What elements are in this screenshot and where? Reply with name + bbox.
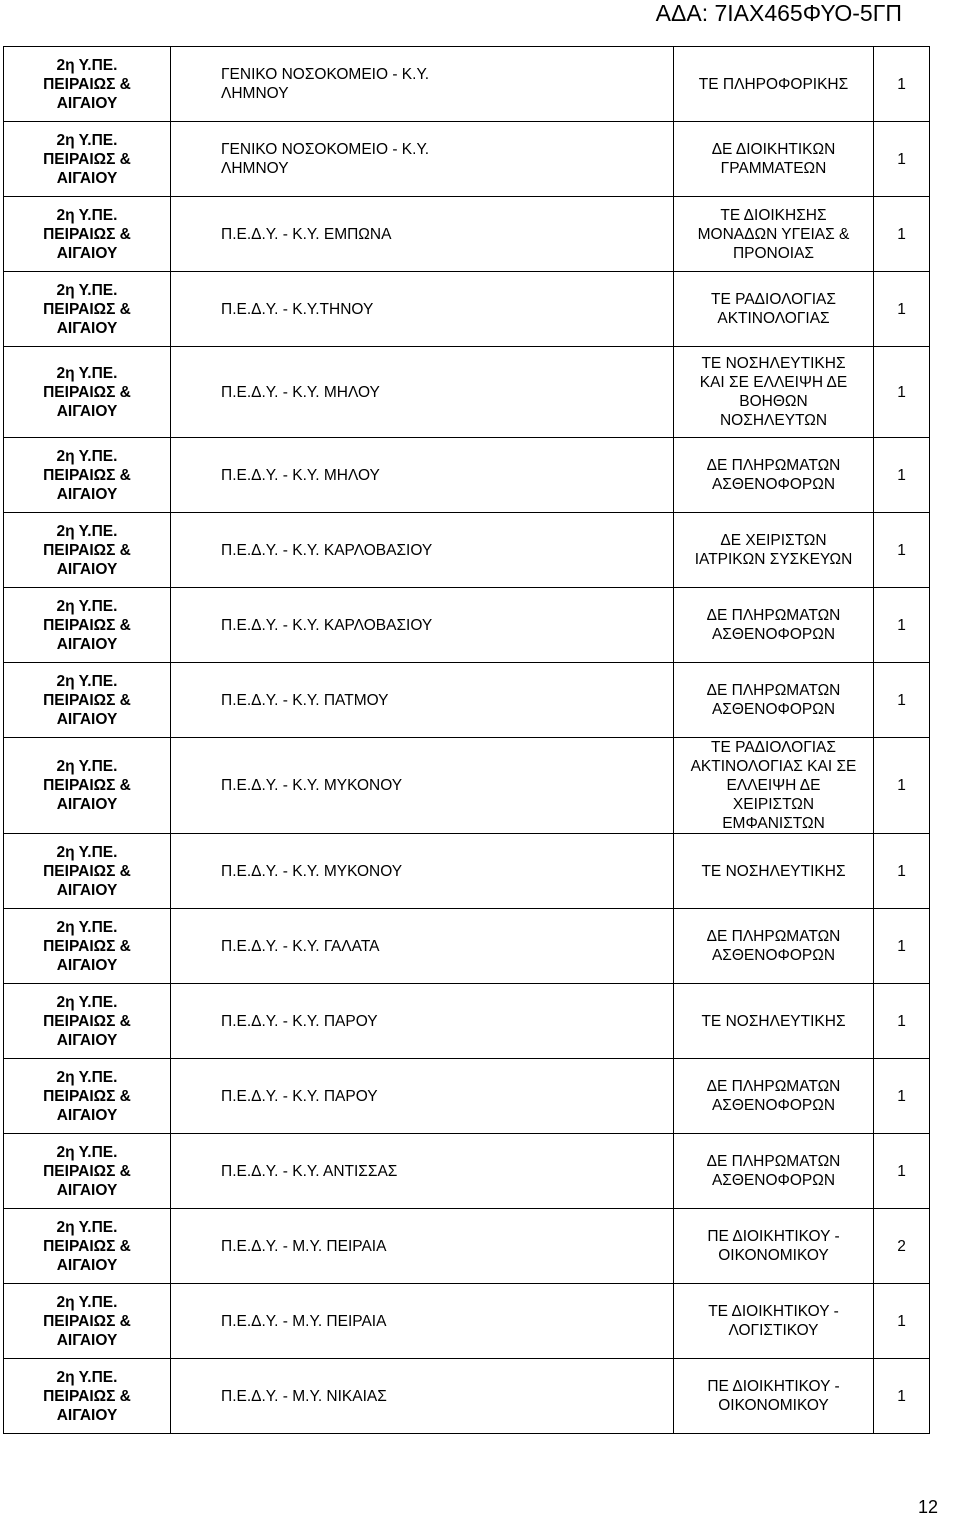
unit-cell-line: Π.Ε.Δ.Υ. - Κ.Υ. ΚΑΡΛΟΒΑΣΙΟΥ (221, 541, 433, 559)
unit-cell (171, 909, 674, 984)
table-row (4, 834, 930, 909)
specialty-cell-line: ΑΣΘΕΝΟΦΟΡΩΝ (711, 1172, 836, 1189)
specialty-cell (674, 438, 874, 513)
specialty-cell (674, 347, 874, 438)
unit-cell-line: Π.Ε.Δ.Υ. - Κ.Υ. ΕΜΠΩΝΑ (221, 225, 392, 243)
unit-cell-line: ΓΕΝΙΚΟ ΝΟΣΟΚΟΜΕΙΟ - Κ.Υ. (221, 66, 430, 83)
region-cell-line: 2η Υ.ΠΕ. (56, 56, 118, 74)
unit-cell-line: Π.Ε.Δ.Υ. - Κ.Υ. ΠΑΡΟΥ (221, 1087, 378, 1105)
region-cell (4, 909, 171, 984)
unit-cell (171, 1284, 674, 1359)
region-cell-line: ΑΙΓΑΙΟΥ (56, 319, 118, 337)
specialty-cell (674, 1359, 874, 1434)
specialty-cell (674, 122, 874, 197)
table-row (4, 1059, 930, 1134)
unit-cell (171, 197, 674, 272)
unit-cell-line: Π.Ε.Δ.Υ. - Κ.Υ. ΚΑΡΛΟΒΑΣΙΟΥ (221, 616, 433, 634)
region-cell (4, 1359, 171, 1434)
table-row (4, 513, 930, 588)
region-cell-line: ΠΕΙΡΑΙΩΣ & (43, 691, 131, 709)
specialty-cell-line: ΑΚΤΙΝΟΛΟΓΙΑΣ (717, 310, 830, 327)
unit-cell-line: Π.Ε.Δ.Υ. - Κ.Υ. ΜΗΛΟΥ (221, 383, 380, 401)
specialty-cell-line: ΙΑΤΡΙΚΩΝ ΣΥΣΚΕΥΩΝ (694, 551, 853, 568)
count-cell: 1 (874, 834, 930, 909)
specialty-cell-line: ΤΕ ΝΟΣΗΛΕΥΤΙΚΗΣ (701, 355, 846, 372)
count-cell: 1 (874, 663, 930, 738)
region-cell-line: ΑΙΓΑΙΟΥ (56, 402, 118, 420)
unit-cell-line: Π.Ε.Δ.Υ. - Κ.Υ. ΜΥΚΟΝΟΥ (221, 777, 403, 794)
region-cell (4, 738, 171, 834)
region-cell-line: ΠΕΙΡΑΙΩΣ & (43, 616, 131, 634)
region-cell (4, 1284, 171, 1359)
specialty-cell-line: ΤΕ ΔΙΟΙΚΗΣΗΣ (720, 206, 827, 224)
unit-cell-line: ΓΕΝΙΚΟ ΝΟΣΟΚΟΜΕΙΟ - Κ.Υ. (221, 141, 430, 158)
specialty-cell-line: ΝΟΣΗΛΕΥΤΩΝ (719, 412, 828, 429)
region-cell-line: 2η Υ.ΠΕ. (56, 1218, 118, 1236)
region-cell-line: ΑΙΓΑΙΟΥ (56, 956, 118, 974)
region-cell-line: ΠΕΙΡΑΙΩΣ & (43, 1312, 131, 1330)
specialty-cell-line: ΧΕΙΡΙΣΤΩΝ (732, 796, 815, 813)
specialty-cell (674, 909, 874, 984)
specialty-cell (674, 588, 874, 663)
region-cell-line: ΠΕΙΡΑΙΩΣ & (43, 466, 131, 484)
specialty-cell-line: ΠΡΟΝΟΙΑΣ (732, 244, 815, 262)
region-cell-line: ΑΙΓΑΙΟΥ (56, 881, 118, 899)
region-cell-line: 2η Υ.ΠΕ. (56, 597, 118, 615)
specialty-cell-line: ΔΕ ΠΛΗΡΩΜΑΤΩΝ (706, 928, 841, 945)
table-row (4, 1284, 930, 1359)
count-cell: 1 (874, 1059, 930, 1134)
unit-cell (171, 984, 674, 1059)
specialty-cell-line: ΔΕ ΠΛΗΡΩΜΑΤΩΝ (706, 607, 841, 624)
region-cell-line: ΠΕΙΡΑΙΩΣ & (43, 1387, 131, 1405)
region-cell (4, 272, 171, 347)
table-row (4, 122, 930, 197)
region-cell (4, 347, 171, 438)
region-cell-line: ΠΕΙΡΑΙΩΣ & (43, 541, 131, 559)
count-cell: 1 (874, 347, 930, 438)
unit-cell (171, 663, 674, 738)
unit-cell-line: Π.Ε.Δ.Υ. - Μ.Υ. ΠΕΙΡΑΙΑ (221, 1312, 387, 1330)
region-cell-line: ΑΙΓΑΙΟΥ (56, 560, 118, 578)
region-cell-line: ΑΙΓΑΙΟΥ (56, 635, 118, 653)
unit-cell-line: Π.Ε.Δ.Υ. - Κ.Υ. ΓΑΛΑΤΑ (221, 937, 380, 955)
unit-cell (171, 738, 674, 834)
region-cell (4, 122, 171, 197)
unit-cell (171, 47, 674, 122)
table-row (4, 347, 930, 438)
specialty-cell-line: ΔΕ ΧΕΙΡΙΣΤΩΝ (720, 532, 827, 549)
unit-cell (171, 1134, 674, 1209)
count-cell: 1 (874, 513, 930, 588)
unit-cell-line: Π.Ε.Δ.Υ. - Κ.Υ. ΠΑΤΜΟΥ (221, 691, 389, 709)
specialty-cell-line: ΑΣΘΕΝΟΦΟΡΩΝ (711, 947, 836, 964)
region-cell-line: ΑΙΓΑΙΟΥ (56, 1406, 118, 1424)
unit-cell (171, 513, 674, 588)
table-row (4, 197, 930, 272)
region-cell-line: ΠΕΙΡΑΙΩΣ & (43, 1012, 131, 1030)
ada-code: ΑΔΑ: 7ΙΑΧ465ΦΥΟ-5ΓΠ (655, 0, 902, 26)
specialty-cell (674, 1209, 874, 1284)
region-cell-line: ΑΙΓΑΙΟΥ (56, 169, 118, 187)
unit-cell (171, 272, 674, 347)
unit-cell-line: Π.Ε.Δ.Υ. - Κ.Υ. ΠΑΡΟΥ (221, 1012, 378, 1030)
count-cell: 1 (874, 272, 930, 347)
region-cell-line: ΑΙΓΑΙΟΥ (56, 94, 118, 112)
specialty-cell-line: ΠΕ ΔΙΟΙΚΗΤΙΚΟΥ - (707, 1378, 840, 1395)
region-cell-line: 2η Υ.ΠΕ. (56, 131, 118, 149)
count-cell: 1 (874, 1359, 930, 1434)
region-cell-line: 2η Υ.ΠΕ. (56, 918, 118, 936)
specialty-cell-line: ΤΕ ΝΟΣΗΛΕΥΤΙΚΗΣ (701, 1012, 846, 1030)
page-number: 12 (917, 1497, 938, 1517)
unit-cell (171, 438, 674, 513)
specialty-cell-line: ΚΑΙ ΣΕ ΕΛΛΕΙΨΗ ΔΕ (699, 374, 848, 391)
specialty-cell-line: ΟΙΚΟΝΟΜΙΚΟΥ (718, 1397, 829, 1414)
region-cell-line: 2η Υ.ΠΕ. (56, 993, 118, 1011)
region-cell-line: ΑΙΓΑΙΟΥ (56, 1181, 118, 1199)
unit-cell-line: Π.Ε.Δ.Υ. - Κ.Υ. ΑΝΤΙΣΣΑΣ (221, 1162, 398, 1180)
region-cell (4, 47, 171, 122)
count-cell: 1 (874, 197, 930, 272)
specialty-cell-line: ΜΟΝΑΔΩΝ ΥΓΕΙΑΣ & (697, 225, 850, 243)
specialty-cell (674, 738, 874, 834)
region-cell-line: 2η Υ.ΠΕ. (56, 206, 118, 224)
region-cell-line: 2η Υ.ΠΕ. (56, 364, 118, 382)
specialty-cell-line: ΤΕ ΝΟΣΗΛΕΥΤΙΚΗΣ (701, 862, 846, 880)
table-row (4, 663, 930, 738)
specialty-cell-line: ΤΕ ΠΛΗΡΟΦΟΡΙΚΗΣ (698, 75, 849, 93)
region-cell (4, 197, 171, 272)
count-cell: 1 (874, 909, 930, 984)
region-cell-line: 2η Υ.ΠΕ. (56, 843, 118, 861)
specialty-cell-line: ΔΕ ΠΛΗΡΩΜΑΤΩΝ (706, 1078, 841, 1095)
specialty-cell (674, 47, 874, 122)
unit-cell-line: ΛΗΜΝΟΥ (221, 160, 289, 177)
region-cell-line: ΑΙΓΑΙΟΥ (56, 1331, 118, 1349)
table-row (4, 738, 930, 834)
specialty-cell-line: ΔΕ ΠΛΗΡΩΜΑΤΩΝ (706, 457, 841, 474)
region-cell-line: ΠΕΙΡΑΙΩΣ & (43, 383, 131, 401)
count-cell: 1 (874, 588, 930, 663)
specialty-cell (674, 197, 874, 272)
region-cell-line: 2η Υ.ΠΕ. (56, 1293, 118, 1311)
specialty-cell (674, 1059, 874, 1134)
region-cell-line: ΠΕΙΡΑΙΩΣ & (43, 75, 131, 93)
region-cell-line: ΠΕΙΡΑΙΩΣ & (43, 777, 131, 794)
specialty-cell (674, 984, 874, 1059)
unit-cell (171, 1059, 674, 1134)
unit-cell (171, 834, 674, 909)
unit-cell-line: Π.Ε.Δ.Υ. - Κ.Υ. ΜΗΛΟΥ (221, 466, 380, 484)
specialty-cell-line: ΔΕ ΠΛΗΡΩΜΑΤΩΝ (706, 1153, 841, 1170)
specialty-cell-line: ΠΕ ΔΙΟΙΚΗΤΙΚΟΥ - (707, 1228, 840, 1245)
specialty-cell-line: ΤΕ ΡΑΔΙΟΛΟΓΙΑΣ (711, 739, 836, 756)
unit-cell (171, 347, 674, 438)
unit-cell (171, 122, 674, 197)
region-cell (4, 513, 171, 588)
count-cell: 1 (874, 47, 930, 122)
region-cell (4, 438, 171, 513)
specialty-cell-line: ΑΣΘΕΝΟΦΟΡΩΝ (711, 1097, 836, 1114)
table-row (4, 588, 930, 663)
region-cell (4, 984, 171, 1059)
region-cell-line: ΑΙΓΑΙΟΥ (56, 1106, 118, 1124)
region-cell-line: 2η Υ.ΠΕ. (56, 1143, 118, 1161)
specialty-cell (674, 1284, 874, 1359)
specialty-cell-line: ΟΙΚΟΝΟΜΙΚΟΥ (718, 1247, 829, 1264)
specialty-cell-line: ΕΜΦΑΝΙΣΤΩΝ (722, 815, 825, 832)
region-cell (4, 1209, 171, 1284)
unit-cell-line: Π.Ε.Δ.Υ. - Κ.Υ. ΜΥΚΟΝΟΥ (221, 862, 403, 880)
specialty-cell (674, 513, 874, 588)
specialty-cell-line: ΔΕ ΠΛΗΡΩΜΑΤΩΝ (706, 682, 841, 699)
specialty-cell (674, 1134, 874, 1209)
region-cell-line: ΠΕΙΡΑΙΩΣ & (43, 937, 131, 955)
region-cell (4, 588, 171, 663)
unit-cell (171, 1209, 674, 1284)
count-cell: 1 (874, 984, 930, 1059)
table-row (4, 1134, 930, 1209)
table-row (4, 1359, 930, 1434)
specialty-cell-line: ΔΕ ΔΙΟΙΚΗΤΙΚΩΝ (711, 141, 836, 158)
specialty-cell (674, 834, 874, 909)
unit-cell-line: Π.Ε.Δ.Υ. - Μ.Υ. ΝΙΚΑΙΑΣ (221, 1387, 387, 1405)
region-cell-line: ΑΙΓΑΙΟΥ (56, 1031, 118, 1049)
region-cell-line: 2η Υ.ΠΕ. (56, 1368, 118, 1386)
unit-cell (171, 588, 674, 663)
region-cell-line: ΑΙΓΑΙΟΥ (56, 796, 118, 813)
table-row (4, 47, 930, 122)
table-row (4, 1209, 930, 1284)
region-cell-line: ΠΕΙΡΑΙΩΣ & (43, 862, 131, 880)
specialty-cell-line: ΕΛΛΕΙΨΗ ΔΕ (726, 777, 821, 794)
table-body (4, 47, 930, 1434)
specialty-cell-line: ΒΟΗΘΩΝ (739, 393, 808, 410)
specialty-cell-line: ΑΣΘΕΝΟΦΟΡΩΝ (711, 476, 836, 493)
specialty-cell-line: ΑΚΤΙΝΟΛΟΓΙΑΣ ΚΑΙ ΣΕ (690, 758, 857, 775)
specialty-cell-line: ΤΕ ΔΙΟΙΚΗΤΙΚΟΥ - (708, 1303, 839, 1320)
region-cell-line: 2η Υ.ΠΕ. (56, 281, 118, 299)
table-row (4, 438, 930, 513)
unit-cell-line: ΛΗΜΝΟΥ (221, 85, 289, 102)
count-cell: 1 (874, 1284, 930, 1359)
count-cell: 1 (874, 1134, 930, 1209)
specialty-cell-line: ΓΡΑΜΜΑΤΕΩΝ (720, 160, 827, 177)
region-cell-line: 2η Υ.ΠΕ. (56, 1068, 118, 1086)
region-cell (4, 1059, 171, 1134)
unit-cell-line: Π.Ε.Δ.Υ. - Κ.Υ.ΤΗΝΟΥ (221, 300, 374, 318)
region-cell-line: ΑΙΓΑΙΟΥ (56, 244, 118, 262)
table-row (4, 984, 930, 1059)
region-cell-line: ΠΕΙΡΑΙΩΣ & (43, 1087, 131, 1105)
count-cell: 1 (874, 122, 930, 197)
region-cell-line: ΠΕΙΡΑΙΩΣ & (43, 225, 131, 243)
unit-cell (171, 1359, 674, 1434)
count-cell: 1 (874, 738, 930, 834)
specialty-cell-line: ΤΕ ΡΑΔΙΟΛΟΓΙΑΣ (711, 291, 836, 308)
region-cell-line: 2η Υ.ΠΕ. (56, 447, 118, 465)
specialty-cell (674, 272, 874, 347)
specialty-cell-line: ΑΣΘΕΝΟΦΟΡΩΝ (711, 701, 836, 718)
region-cell-line: ΠΕΙΡΑΙΩΣ & (43, 150, 131, 168)
region-cell-line: ΑΙΓΑΙΟΥ (56, 710, 118, 728)
specialty-cell-line: ΛΟΓΙΣΤΙΚΟΥ (728, 1322, 819, 1339)
region-cell-line: 2η Υ.ΠΕ. (56, 672, 118, 690)
region-cell-line: ΠΕΙΡΑΙΩΣ & (43, 1162, 131, 1180)
specialty-cell (674, 663, 874, 738)
unit-cell-line: Π.Ε.Δ.Υ. - Μ.Υ. ΠΕΙΡΑΙΑ (221, 1237, 387, 1255)
count-cell: 2 (874, 1209, 930, 1284)
region-cell-line: 2η Υ.ΠΕ. (56, 522, 118, 540)
positions-table (3, 46, 930, 1434)
region-cell-line: ΑΙΓΑΙΟΥ (56, 485, 118, 503)
region-cell-line: 2η Υ.ΠΕ. (56, 758, 118, 775)
region-cell (4, 834, 171, 909)
region-cell-line: ΠΕΙΡΑΙΩΣ & (43, 1237, 131, 1255)
region-cell-line: ΠΕΙΡΑΙΩΣ & (43, 300, 131, 318)
region-cell-line: ΑΙΓΑΙΟΥ (56, 1256, 118, 1274)
table-row (4, 909, 930, 984)
region-cell (4, 663, 171, 738)
region-cell (4, 1134, 171, 1209)
count-cell: 1 (874, 438, 930, 513)
table-row (4, 272, 930, 347)
specialty-cell-line: ΑΣΘΕΝΟΦΟΡΩΝ (711, 626, 836, 643)
